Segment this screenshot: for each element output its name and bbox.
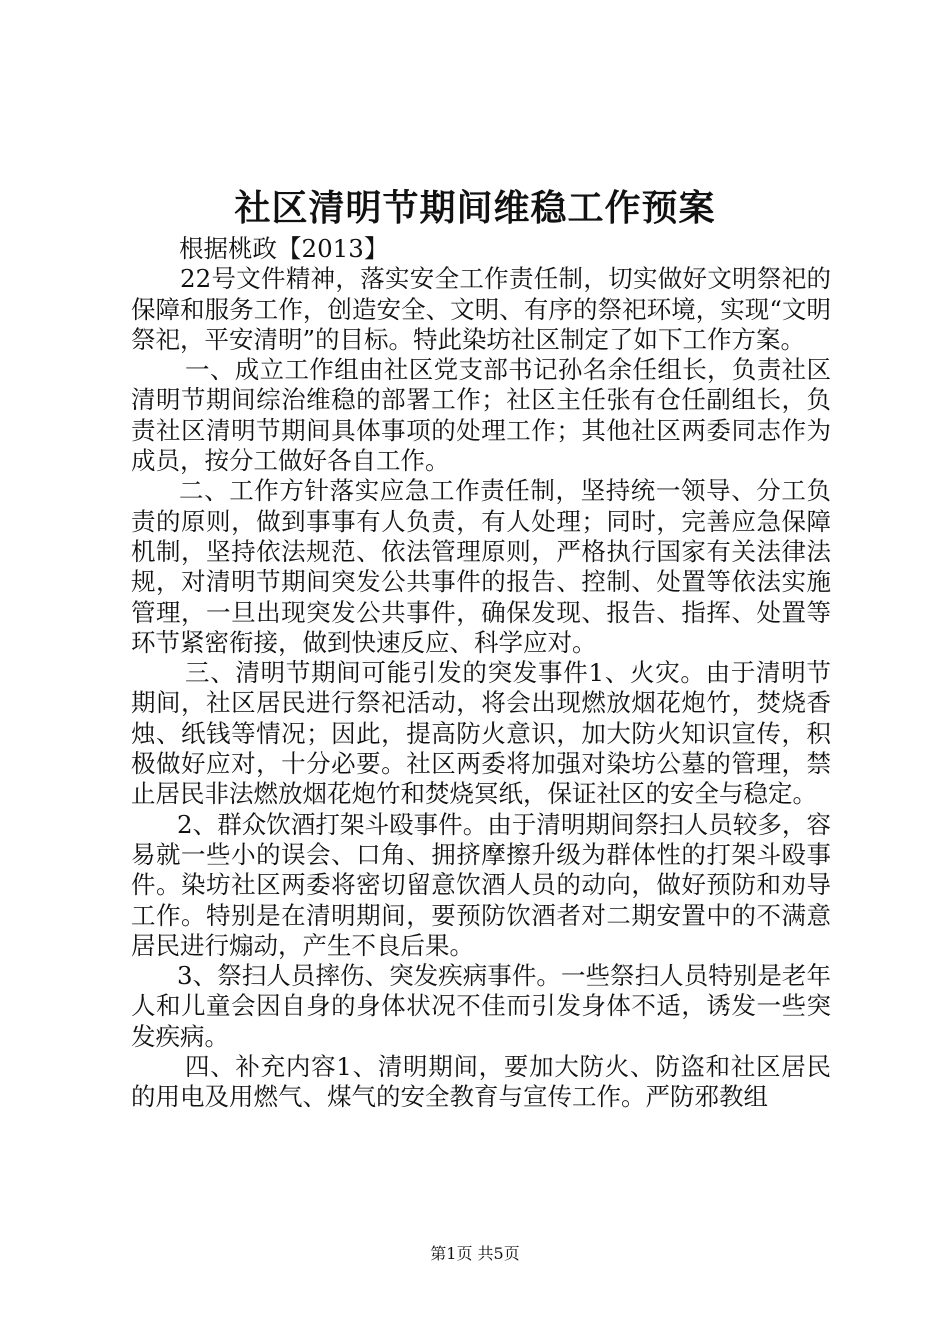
paragraph-reference: 根据桃政【2013】 — [179, 234, 389, 263]
paragraph-section-2: 二、工作方针落实应急工作责任制，坚持统一领导、分工负责的原则，做到事事有人负责，有人处理；同时，完善应急保障机制，坚持依法规范、依法管理原则，严格执行国家有关法律法规，对清明节期间突发公共事件的报告、控制、处置等依法实施管理，一旦出现突发公共事件，确保发现、报告、指挥、处置等环节紧密衔接，做到快速反应、科学应对。 — [131, 476, 831, 657]
paragraph-section-4: 四、补充内容1、清明期间，要加大防火、防盗和社区居民的用电及用燃气、煤气的安全教育与宣传工作。严防邪教组 — [131, 1052, 831, 1112]
document-body — [131, 234, 831, 1113]
paragraph-item-2: 2、群众饮酒打架斗殴事件。由于清明期间祭扫人员较多，容易就一些小的误会、口角、拥挤摩擦升级为群体性的打架斗殴事件。染坊社区两委将密切留意饮酒人员的动向，做好预防和劝导工作。特别是在清明期间，要预防饮酒者对二期安置中的不满意居民进行煽动，产生不良后果。 — [131, 809, 831, 960]
paragraph-intro: 22号文件精神，落实安全工作责任制，切实做好文明祭祀的保障和服务工作，创造安全、文明、有序的祭祀环境，实现“文明祭祀，平安清明”的目标。特此染坊社区制定了如下工作方案。 — [131, 264, 831, 354]
document-title: 社区清明节期间维稳工作预案 — [234, 187, 716, 229]
paragraph-section-3: 三、清明节期间可能引发的突发事件1、火灾。由于清明节期间，社区居民进行祭祀活动，将会出现燃放烟花炮竹，焚烧香烛、纸钱等情况；因此，提高防火意识，加大防火知识宣传，积极做好应对，十分必要。社区两委将加强对染坊公墓的管理，禁止居民非法燃放烟花炮竹和焚烧冥纸，保证社区的安全与稳定。 — [131, 658, 831, 809]
page-number-footer: 第1页 共5页 — [430, 1244, 520, 1263]
paragraph-item-3: 3、祭扫人员摔伤、突发疾病事件。一些祭扫人员特别是老年人和儿童会因自身的身体状况不佳而引发身体不适，诱发一些突发疾病。 — [131, 961, 831, 1051]
paragraph-section-1: 一、成立工作组由社区党支部书记孙名余任组长，负责社区清明节期间综治维稳的部署工作；社区主任张有仓任副组长，负责社区清明节期间具体事项的处理工作；其他社区两委同志作为成员，按分工做好各自工作。 — [131, 355, 831, 476]
